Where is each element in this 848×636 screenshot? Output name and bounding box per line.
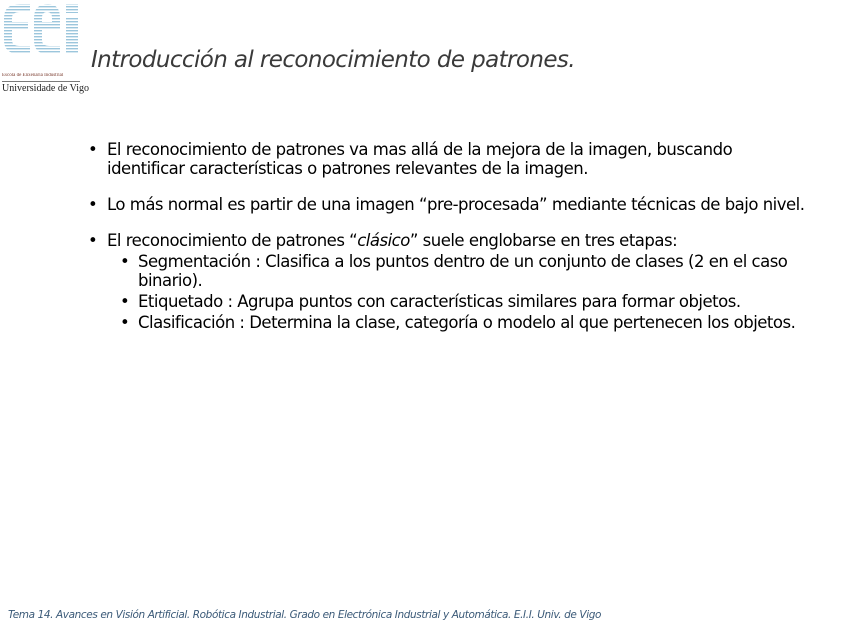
sub-bullet-item: • Etiquetado : Agrupa puntos con características similares para formar objetos. xyxy=(88,292,808,311)
slide-footer: Tema 14. Avances en Visión Artificial. Robótica Industrial. Grado en Electrónica Industrial y Automática. E.I.I. Univ. de Vigo xyxy=(8,609,602,621)
logo-divider xyxy=(2,81,80,82)
bullet-text-italic: clásico xyxy=(357,231,410,250)
bullet-item: • El reconocimiento de patrones va mas allá de la mejora de la imagen, buscando identificar características o patrones relevantes de la imagen. xyxy=(88,140,808,178)
logo-school-name: Escola de Enxeñaría Industrial xyxy=(2,73,64,78)
bullet-text-after: ” suele englobarse en tres etapas: xyxy=(409,231,678,250)
eei-logo-icon xyxy=(0,0,84,72)
sub-bullet-item: • Segmentación : Clasifica a los puntos dentro de un conjunto de clases (2 en el caso binario). xyxy=(88,252,808,290)
logo-university-name: Universidade de Vigo xyxy=(2,83,89,94)
bullet-item xyxy=(88,231,808,250)
sub-bullet-item: • Clasificación : Determina la clase, categoría o modelo al que pertenecen los objetos. xyxy=(88,313,808,332)
slide-content xyxy=(88,140,808,332)
university-logo xyxy=(0,0,89,100)
bullet-item: • Lo más normal es partir de una imagen “pre-procesada” mediante técnicas de bajo nivel. xyxy=(88,195,808,214)
slide-title: Introducción al reconocimiento de patrones. xyxy=(91,47,575,73)
bullet-text-before: El reconocimiento de patrones “ xyxy=(107,231,358,250)
